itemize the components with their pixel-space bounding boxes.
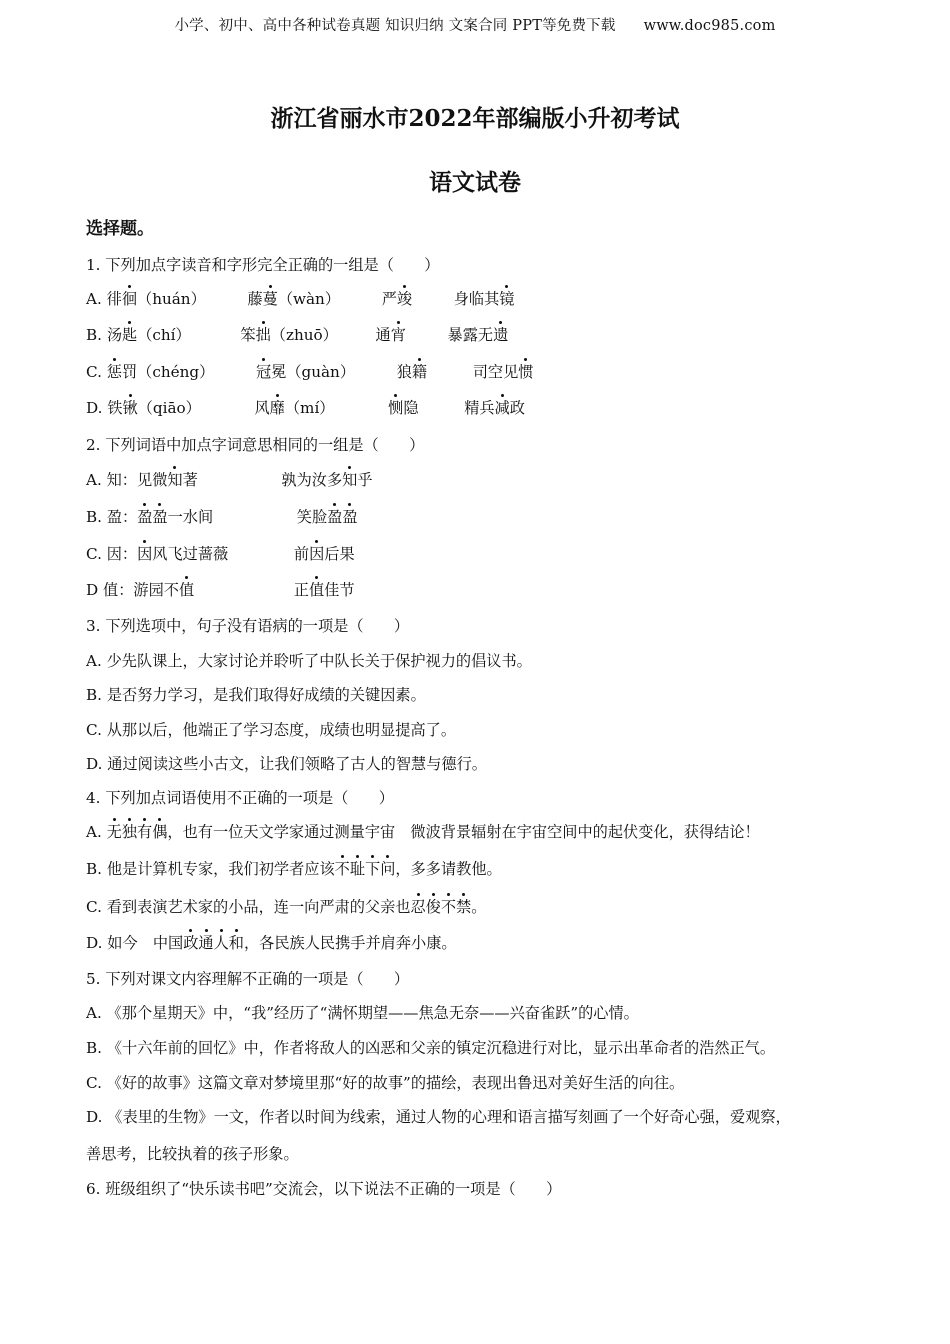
dotted-char: 值 bbox=[178, 581, 195, 599]
word bbox=[254, 399, 334, 417]
dotted-char: 人 bbox=[213, 934, 229, 952]
dotted-char: 竣 bbox=[396, 290, 413, 308]
q3-option-d: D. 通过阅读这些小古文，让我们领略了古人的智慧与德行。 bbox=[86, 755, 487, 773]
dotted-char: 徊 bbox=[121, 290, 137, 308]
char: 暴露无 bbox=[447, 326, 494, 344]
word bbox=[107, 399, 201, 417]
pinyin: （guàn） bbox=[286, 363, 356, 381]
dotted-char: 盈 bbox=[327, 508, 343, 526]
text: 后果 bbox=[324, 545, 355, 563]
dotted-char: 宵 bbox=[390, 326, 406, 344]
dotted-text bbox=[410, 898, 471, 916]
option-label: D 值： bbox=[86, 581, 134, 599]
q1-option-c bbox=[86, 361, 910, 383]
pinyin: （zhuō） bbox=[270, 326, 338, 344]
dotted-char: 拙 bbox=[255, 326, 271, 344]
q1-option-d bbox=[86, 397, 910, 419]
pinyin: （wàn） bbox=[277, 290, 341, 308]
dotted-char: 耻 bbox=[349, 860, 366, 878]
q3-option-a: A. 少先队课上，大家讨论并聆听了中队长关于保护视力的倡议书。 bbox=[86, 652, 532, 670]
word bbox=[256, 363, 355, 381]
dotted-char: 知 bbox=[167, 471, 183, 489]
char: 精兵 bbox=[464, 399, 495, 417]
q3-option-b: B. 是否努力学习，是我们取得好成绩的关键因素。 bbox=[86, 686, 426, 704]
dotted-char bbox=[137, 508, 167, 526]
dotted-char: 遗 bbox=[493, 326, 509, 344]
dotted-char: 俊 bbox=[425, 898, 441, 916]
q4-option-c bbox=[86, 896, 910, 918]
q5-option-d-continued: 善思考，比较执着的孩子形象。 bbox=[86, 1145, 299, 1163]
dotted-char bbox=[327, 508, 357, 526]
dotted-char: 蔓 bbox=[262, 290, 278, 308]
dotted-char: 问 bbox=[380, 860, 396, 878]
char: 隐 bbox=[403, 399, 419, 417]
pinyin: （chí） bbox=[137, 326, 191, 344]
char: 铁 bbox=[107, 399, 123, 417]
dotted-char: 不 bbox=[440, 898, 457, 916]
q3-stem: 3. 下列选项中，句子没有语病的一项是（ ） bbox=[86, 617, 410, 635]
word bbox=[376, 326, 406, 344]
char: 罚 bbox=[121, 363, 138, 381]
word bbox=[107, 326, 191, 344]
text: ，各民族人民携手并肩奔小康。 bbox=[243, 934, 457, 952]
q5-option-a: A. 《那个星期天》中，“我”经历了“满怀期望——焦急无奈——兴奋雀跃”的心情。 bbox=[86, 1004, 639, 1022]
dotted-char: 因 bbox=[137, 545, 153, 563]
char: 严 bbox=[381, 290, 397, 308]
text: 乎 bbox=[357, 471, 373, 489]
dotted-char: 惩 bbox=[106, 363, 122, 381]
dotted-char: 无 bbox=[106, 823, 122, 841]
dotted-char: 因 bbox=[309, 545, 325, 563]
pinyin: （huán） bbox=[137, 290, 206, 308]
char: 身临其 bbox=[453, 290, 500, 308]
dotted-char: 盈 bbox=[137, 508, 153, 526]
char: 冕 bbox=[271, 363, 287, 381]
char: 司空见 bbox=[472, 363, 519, 381]
section-heading: 选择题。 bbox=[86, 219, 154, 239]
q6-stem: 6. 班级组织了“快乐读书吧”交流会，以下说法不正确的一项是（ ） bbox=[86, 1180, 562, 1198]
text: 前 bbox=[293, 545, 310, 563]
q1-option-a bbox=[86, 288, 910, 310]
char: 笨 bbox=[240, 326, 256, 344]
option-label: B. 盈： bbox=[86, 508, 138, 526]
pinyin: （qiāo） bbox=[137, 399, 201, 417]
q2-option-d bbox=[86, 579, 910, 601]
word bbox=[397, 363, 427, 381]
word bbox=[454, 290, 515, 308]
pinyin: （mí） bbox=[284, 399, 335, 417]
option-label: C. 因： bbox=[86, 545, 138, 563]
q5-option-b: B. 《十六年前的回忆》中，作者将敌人的凶恶和父亲的镇定沉稳进行对比，显示出革命者的浩然正气。 bbox=[86, 1039, 776, 1057]
dotted-char: 忍 bbox=[410, 898, 426, 916]
text: 。 bbox=[471, 898, 487, 916]
q5-stem: 5. 下列对课文内容理解不正确的一项是（ ） bbox=[86, 970, 410, 988]
header-site: www.doc985.com bbox=[643, 18, 776, 34]
q2-option-c bbox=[86, 543, 910, 565]
q2-option-b bbox=[86, 506, 910, 528]
exam-subtitle: 语文试卷 bbox=[429, 169, 521, 196]
text: C. 看到表演艺术家的小品，连一向严肃的父亲也 bbox=[86, 898, 411, 916]
option-label: A. bbox=[86, 823, 102, 841]
dotted-char: 镜 bbox=[499, 290, 515, 308]
q5-option-d: D. 《表里的生物》一文，作者以时间为线索，通过人物的心理和语言描写刻画了一个好奇心强，爱观察， bbox=[86, 1108, 791, 1126]
q4-option-b bbox=[86, 858, 910, 880]
dotted-text bbox=[335, 860, 396, 878]
word bbox=[388, 399, 418, 417]
word bbox=[240, 326, 337, 344]
dotted-char: 匙 bbox=[122, 326, 138, 344]
q4-option-a bbox=[86, 821, 910, 843]
text: ，多多请教他。 bbox=[395, 860, 502, 878]
dotted-char: 盈 bbox=[152, 508, 168, 526]
q4-stem: 4. 下列加点词语使用不正确的一项是（ ） bbox=[86, 789, 394, 807]
text: 笑脸 bbox=[296, 508, 328, 526]
dotted-word bbox=[107, 823, 168, 841]
option-label: A. bbox=[86, 290, 102, 308]
char: 汤 bbox=[106, 326, 123, 344]
char: 风 bbox=[254, 399, 270, 417]
word bbox=[107, 290, 206, 308]
text: 游园不 bbox=[133, 581, 179, 599]
q3-option-c: C. 从那以后，他端正了学习态度，成绩也明显提高了。 bbox=[86, 721, 457, 739]
word bbox=[382, 290, 412, 308]
word bbox=[464, 399, 525, 417]
char: 通 bbox=[375, 326, 391, 344]
text: D. 如今 中国 bbox=[86, 934, 184, 952]
dotted-char: 恻 bbox=[388, 399, 404, 417]
text: 著 bbox=[182, 471, 198, 489]
dotted-text bbox=[107, 823, 168, 841]
text: 正 bbox=[293, 581, 309, 599]
dotted-char: 不 bbox=[334, 860, 350, 878]
q2-stem: 2. 下列词语中加点字词意思相同的一组是（ ） bbox=[86, 436, 425, 454]
dotted-char: 惯 bbox=[518, 363, 534, 381]
dotted-text bbox=[183, 934, 244, 952]
dotted-char: 值 bbox=[308, 581, 325, 599]
dotted-char: 减 bbox=[494, 399, 510, 417]
dotted-char: 盈 bbox=[342, 508, 358, 526]
option-label: C. bbox=[86, 363, 102, 381]
word bbox=[448, 326, 509, 344]
word bbox=[473, 363, 534, 381]
dotted-char: 独 bbox=[121, 823, 137, 841]
dotted-char: 有 bbox=[137, 823, 153, 841]
text: B. 他是计算机专家，我们初学者应该 bbox=[86, 860, 335, 878]
dotted-char: 禁 bbox=[456, 898, 472, 916]
text: 见微 bbox=[137, 471, 168, 489]
pinyin: （chéng） bbox=[137, 363, 215, 381]
dotted-char: 下 bbox=[365, 860, 381, 878]
option-label: D. bbox=[86, 399, 103, 417]
q4-option-d bbox=[86, 932, 910, 954]
word bbox=[107, 363, 215, 381]
page-header bbox=[0, 14, 950, 35]
dotted-char: 知 bbox=[342, 471, 358, 489]
q1-stem: 1. 下列加点字读音和字形完全正确的一组是（ ） bbox=[86, 256, 440, 274]
dotted-char: 籍 bbox=[411, 363, 428, 381]
header-text: 小学、初中、高中各种试卷真题 知识归纳 文案合同 PPT等免费下载 bbox=[174, 18, 616, 34]
q1-option-b bbox=[86, 324, 910, 346]
option-label: A. 知： bbox=[86, 471, 137, 489]
option-label: B. bbox=[86, 326, 102, 344]
word bbox=[247, 290, 340, 308]
char: 徘 bbox=[106, 290, 122, 308]
text: 佳节 bbox=[324, 581, 355, 599]
exam-title: 浙江省丽水市2022年部编版小升初考试 bbox=[270, 105, 680, 132]
text: ，也有一位天文学家通过测量宇宙 微波背景辐射在宇宙空间中的起伏变化，获得结论！ bbox=[167, 823, 760, 841]
text: 孰为汝多 bbox=[281, 471, 343, 489]
char: 政 bbox=[509, 399, 525, 417]
q2-option-a bbox=[86, 469, 910, 491]
dotted-char: 靡 bbox=[269, 399, 285, 417]
dotted-char: 偶 bbox=[152, 823, 168, 841]
text: 一水间 bbox=[167, 508, 214, 526]
dotted-char: 冠 bbox=[255, 363, 272, 381]
dotted-char: 和 bbox=[228, 934, 244, 952]
dotted-char: 通 bbox=[198, 934, 214, 952]
q5-option-c: C. 《好的故事》这篇文章对梦境里那“好的故事”的描绘，表现出鲁迅对美好生活的向往。 bbox=[86, 1074, 685, 1092]
dotted-char: 锹 bbox=[122, 399, 138, 417]
char: 狼 bbox=[396, 363, 412, 381]
text: 风飞过蔷薇 bbox=[152, 545, 229, 563]
dotted-char: 政 bbox=[183, 934, 199, 952]
char: 藤 bbox=[247, 290, 263, 308]
